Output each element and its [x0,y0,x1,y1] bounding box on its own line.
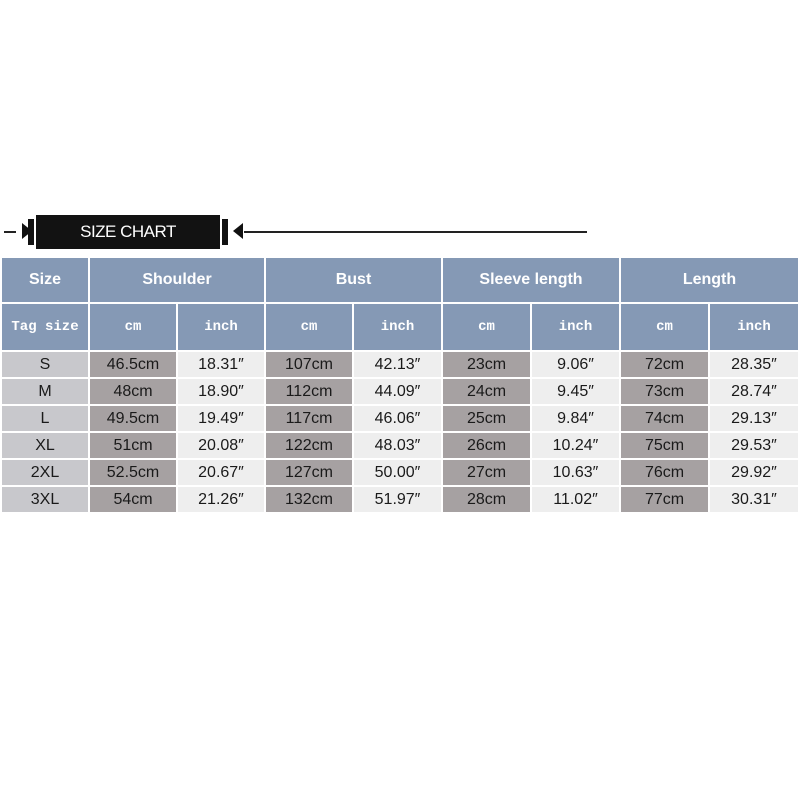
header-length: Length [621,258,798,302]
cell-bust-cm: 112cm [266,379,352,404]
subheader-inch: inch [532,304,619,350]
cell-shoulder-cm: 48cm [90,379,176,404]
cell-length-inch: 29.92″ [710,460,798,485]
banner-dash [4,231,16,233]
cell-length-cm: 73cm [621,379,708,404]
header-size: Size [2,258,88,302]
table-body [2,352,798,512]
cell-sleeve-inch: 10.24″ [532,433,619,458]
subheader-cm: cm [90,304,176,350]
cell-shoulder-inch: 20.08″ [178,433,264,458]
cell-sleeve-cm: 26cm [443,433,530,458]
cell-length-inch: 30.31″ [710,487,798,512]
header-row [2,258,798,302]
subheader-cm: cm [266,304,352,350]
cell-sleeve-inch: 9.84″ [532,406,619,431]
cell-bust-inch: 44.09″ [354,379,441,404]
banner-right-notch [233,223,243,239]
cell-size: S [2,352,88,377]
table-row [2,379,798,404]
subheader-tag-size: Tag size [2,304,88,350]
cell-size: 3XL [2,487,88,512]
table-row [2,487,798,512]
table-row [2,460,798,485]
cell-bust-cm: 122cm [266,433,352,458]
cell-shoulder-inch: 18.90″ [178,379,264,404]
size-chart-banner [0,212,800,252]
cell-sleeve-cm: 28cm [443,487,530,512]
cell-shoulder-inch: 20.67″ [178,460,264,485]
cell-shoulder-inch: 19.49″ [178,406,264,431]
table-row [2,352,798,377]
cell-bust-cm: 117cm [266,406,352,431]
cell-sleeve-inch: 9.45″ [532,379,619,404]
cell-length-inch: 28.74″ [710,379,798,404]
subheader-cm: cm [621,304,708,350]
header-shoulder: Shoulder [90,258,264,302]
cell-size: 2XL [2,460,88,485]
cell-bust-inch: 46.06″ [354,406,441,431]
cell-shoulder-cm: 49.5cm [90,406,176,431]
header-bust: Bust [266,258,441,302]
cell-length-inch: 29.53″ [710,433,798,458]
subheader-row [2,304,798,350]
cell-shoulder-inch: 18.31″ [178,352,264,377]
cell-bust-inch: 48.03″ [354,433,441,458]
header-sleeve-length: Sleeve length [443,258,619,302]
cell-size: L [2,406,88,431]
subheader-cm: cm [443,304,530,350]
cell-size: M [2,379,88,404]
subheader-inch: inch [354,304,441,350]
cell-shoulder-cm: 54cm [90,487,176,512]
cell-shoulder-cm: 51cm [90,433,176,458]
cell-bust-inch: 42.13″ [354,352,441,377]
cell-bust-cm: 107cm [266,352,352,377]
table-row [2,406,798,431]
cell-shoulder-inch: 21.26″ [178,487,264,512]
cell-length-cm: 77cm [621,487,708,512]
subheader-inch: inch [710,304,798,350]
cell-length-cm: 74cm [621,406,708,431]
cell-sleeve-cm: 27cm [443,460,530,485]
table-row [2,433,798,458]
cell-shoulder-cm: 52.5cm [90,460,176,485]
cell-length-inch: 29.13″ [710,406,798,431]
cell-size: XL [2,433,88,458]
cell-shoulder-cm: 46.5cm [90,352,176,377]
cell-bust-cm: 132cm [266,487,352,512]
subheader-inch: inch [178,304,264,350]
cell-length-inch: 28.35″ [710,352,798,377]
cell-sleeve-inch: 10.63″ [532,460,619,485]
size-table [0,256,800,514]
cell-length-cm: 75cm [621,433,708,458]
cell-sleeve-cm: 24cm [443,379,530,404]
cell-length-cm: 72cm [621,352,708,377]
cell-length-cm: 76cm [621,460,708,485]
cell-bust-cm: 127cm [266,460,352,485]
banner-rule [244,231,587,233]
cell-bust-inch: 51.97″ [354,487,441,512]
cell-sleeve-cm: 23cm [443,352,530,377]
cell-sleeve-cm: 25cm [443,406,530,431]
banner-title: SIZE CHART [80,222,176,241]
cell-sleeve-inch: 11.02″ [532,487,619,512]
cell-sleeve-inch: 9.06″ [532,352,619,377]
banner-ribbon [36,215,220,249]
cell-bust-inch: 50.00″ [354,460,441,485]
